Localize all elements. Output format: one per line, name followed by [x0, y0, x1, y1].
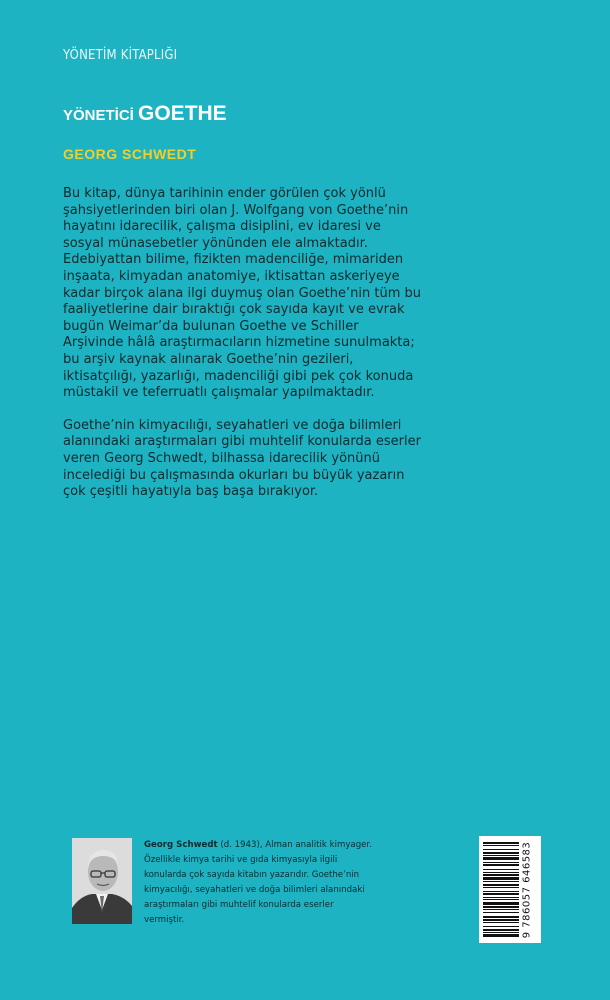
blurb-paragraph-1: Bu kitap, dünya tarihinin ender görülen çok yönlü şahsiyetlerinden biri olan J. Wolfgang von Goethe’nin hayatını idarecilik, çalışma disiplini, ev idaresi ve sosyal münasebetler yönünden ele almaktadır. Edebiyattan bilime, fizikten madenciliğe, mimariden inşaata, kimyadan anatomiye, iktisattan askeriyeye kadar birçok alana ilgi duymuş olan Goethe’nin tüm bu faaliyetlerine dair bıraktığı çok sayıda kayıt ve evrak bugün Weimar’da bulunan Goethe ve Schiller Arşivinde hâlâ araştırmacıların hizmetine sunulmakta; bu arşiv kaynak alınarak Goethe’nin gezileri, iktisatçılığı, yazarlığı, madenciliği gibi pek çok konuda müstakil ve teferruatlı çalışmalar yapılmaktadır.: [63, 186, 421, 401]
book-title: [63, 102, 227, 126]
barcode-bar: [483, 912, 519, 913]
barcode-bar: [483, 916, 519, 918]
bio-name: Georg Schwedt: [144, 840, 218, 850]
barcode-bar: [483, 891, 519, 892]
author-name: GEORG SCHWEDT: [63, 146, 197, 162]
barcode-bar: [483, 909, 519, 910]
author-photo: [72, 838, 132, 924]
barcode-bar: [483, 855, 519, 856]
barcode-bar: [483, 869, 519, 870]
series-name: YÖNETİM KİTAPLIĞI: [63, 48, 178, 63]
barcode-bar: [483, 849, 519, 850]
barcode-bar: [483, 862, 519, 863]
barcode-bar: [483, 884, 519, 886]
barcode-bar: [483, 887, 519, 888]
bio-text: (d. 1943), Alman analitik kimyager. Özellikle kimya tarihi ve gıda kimyasıyla ilgili konularda çok sayıda kitabın yazarıdır. Goethe’nin kimyacılığı, seyahatleri ve doğa bilimleri alanındaki araştırmaları gibi muhtelif konularda eserler vermiştir.: [144, 840, 372, 925]
isbn-number: 9 786057 646583: [521, 841, 533, 939]
barcode-bar: [483, 893, 519, 895]
barcode-bar: [483, 877, 519, 880]
barcode-bar: [483, 864, 519, 866]
isbn-number-box: [520, 842, 534, 938]
barcode-bar: [483, 934, 519, 937]
barcode-bar: [483, 899, 519, 900]
back-cover-blurb: [63, 186, 423, 517]
barcode-bar: [483, 881, 519, 882]
barcode-bar: [483, 897, 519, 898]
title-prefix: YÖNETİCİ: [63, 107, 139, 124]
barcode-bar: [483, 926, 519, 927]
barcode-bar: [483, 929, 519, 931]
title-main: GOETHE: [138, 102, 227, 125]
blurb-paragraph-2: Goethe’nin kimyacılığı, seyahatleri ve doğa bilimleri alanındaki araştırmaları gibi muhtelif konularda eserler veren Georg Schwedt, bilhassa idarecilik yönünü incelediği bu çalışmasında okurları bu büyük yazarın çok çeşitli hayatıyla baş başa bırakıyor.: [63, 417, 421, 500]
barcode-bar: [483, 852, 519, 854]
barcode-bar: [483, 919, 519, 921]
barcode-bar: [483, 932, 519, 933]
barcode-bar: [483, 845, 519, 846]
barcode-bar: [483, 857, 519, 860]
barcode-bar: [483, 874, 519, 876]
author-bio: [144, 838, 374, 928]
barcode-bar: [483, 872, 519, 873]
barcode-bar: [483, 922, 519, 923]
barcode-bar: [483, 842, 519, 844]
barcode-bar: [483, 906, 519, 908]
barcode-bar: [483, 902, 519, 905]
